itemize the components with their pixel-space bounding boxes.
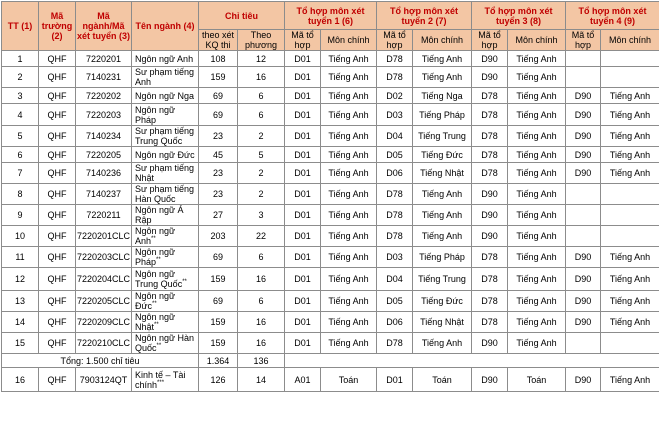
cell-to-hop-2-mon: Tiếng Nga — [413, 88, 472, 104]
cell-tt: 10 — [2, 226, 39, 247]
cell-theo-phuong: 14 — [238, 368, 285, 392]
cell-tt: 4 — [2, 104, 39, 126]
cell-to-hop-4-ma — [566, 205, 601, 226]
cell-ma-truong: QHF — [39, 88, 76, 104]
cell-to-hop-3-ma: D90 — [472, 368, 508, 392]
cell-to-hop-1-mon: Tiếng Anh — [321, 333, 377, 354]
cell-tt: 15 — [2, 333, 39, 354]
summary-label: Tổng: 1.500 chỉ tiêu — [2, 354, 199, 368]
cell-ten-nganh-text: Ngôn ngữ Pháp — [135, 104, 176, 125]
cell-ten-nganh — [132, 67, 199, 88]
cell-to-hop-4-mon: Tiếng Anh — [601, 291, 660, 312]
table-row — [2, 312, 660, 333]
header-mon-chinh-1: Môn chính — [321, 30, 377, 51]
cell-to-hop-1-mon: Tiếng Anh — [321, 226, 377, 247]
cell-theo-phuong: 16 — [238, 67, 285, 88]
cell-to-hop-1-mon: Tiếng Anh — [321, 147, 377, 163]
cell-to-hop-1-ma: D01 — [285, 291, 321, 312]
cell-to-hop-2-ma: D78 — [377, 333, 413, 354]
table-row — [2, 51, 660, 67]
cell-to-hop-3-ma: D78 — [472, 268, 508, 291]
cell-to-hop-1-mon: Tiếng Anh — [321, 247, 377, 268]
cell-ten-nganh-text: Ngôn ngữ Nhật — [135, 312, 176, 332]
header-ma-to-hop-3: Mã tổ hợp — [472, 30, 508, 51]
cell-tt: 1 — [2, 51, 39, 67]
cell-ten-nganh-text: Ngôn ngữ Hàn Quốc — [135, 333, 195, 353]
cell-to-hop-2-mon: Tiếng Trung — [413, 126, 472, 147]
cell-theo-xet: 69 — [199, 104, 238, 126]
cell-to-hop-2-mon: Tiếng Nhật — [413, 163, 472, 184]
cell-to-hop-3-mon: Tiếng Anh — [508, 268, 566, 291]
admission-table-container — [1, 1, 659, 435]
cell-ten-nganh — [132, 247, 199, 268]
cell-to-hop-4-mon: Tiếng Anh — [601, 312, 660, 333]
cell-theo-phuong: 2 — [238, 126, 285, 147]
header-ma-to-hop-1: Mã tổ hợp — [285, 30, 321, 51]
header-to-hop-1: Tổ hợp môn xét tuyển 1 (6) — [285, 2, 377, 30]
cell-to-hop-3-mon: Tiếng Anh — [508, 291, 566, 312]
cell-to-hop-1-ma: D01 — [285, 226, 321, 247]
cell-to-hop-4-ma — [566, 67, 601, 88]
cell-ten-nganh-text: Ngôn ngữ Trung Quốc — [135, 269, 183, 289]
header-theo-xet: theo xét KQ thi — [199, 30, 238, 51]
cell-to-hop-4-ma: D90 — [566, 147, 601, 163]
header-mon-chinh-3: Môn chính — [508, 30, 566, 51]
cell-to-hop-4-ma — [566, 51, 601, 67]
cell-to-hop-1-mon: Tiếng Anh — [321, 291, 377, 312]
cell-ma-truong: QHF — [39, 226, 76, 247]
cell-theo-phuong: 3 — [238, 205, 285, 226]
cell-to-hop-1-mon: Tiếng Anh — [321, 67, 377, 88]
cell-to-hop-1-ma: D01 — [285, 67, 321, 88]
cell-to-hop-3-ma: D78 — [472, 163, 508, 184]
summary-theo-phuong: 136 — [238, 354, 285, 368]
cell-ten-nganh-text: Ngôn ngữ Nga — [135, 90, 195, 101]
cell-ten-nganh-text: Sư phạm tiếng Hàn Quốc — [135, 184, 195, 204]
header-ten-nganh: Tên ngành (4) — [132, 2, 199, 51]
cell-to-hop-3-ma: D78 — [472, 312, 508, 333]
summary-empty — [285, 354, 660, 368]
cell-ma-truong: QHF — [39, 205, 76, 226]
cell-to-hop-2-mon: Tiếng Anh — [413, 333, 472, 354]
cell-tt: 14 — [2, 312, 39, 333]
cell-theo-xet: 159 — [199, 333, 238, 354]
cell-to-hop-4-mon — [601, 205, 660, 226]
cell-to-hop-1-ma: D01 — [285, 147, 321, 163]
cell-theo-phuong: 2 — [238, 163, 285, 184]
cell-to-hop-1-ma: D01 — [285, 184, 321, 205]
cell-to-hop-3-ma: D90 — [472, 226, 508, 247]
cell-theo-phuong: 5 — [238, 147, 285, 163]
cell-theo-xet: 159 — [199, 268, 238, 291]
cell-ma-truong: QHF — [39, 147, 76, 163]
cell-ten-nganh — [132, 226, 199, 247]
cell-tt: 6 — [2, 147, 39, 163]
cell-to-hop-3-mon: Tiếng Anh — [508, 247, 566, 268]
cell-to-hop-4-mon: Tiếng Anh — [601, 163, 660, 184]
cell-ten-nganh-mark: *** — [157, 379, 165, 386]
cell-ma-nganh: 7220202 — [76, 88, 132, 104]
cell-to-hop-3-ma: D90 — [472, 184, 508, 205]
cell-to-hop-3-ma: D90 — [472, 51, 508, 67]
cell-to-hop-3-ma: D78 — [472, 88, 508, 104]
cell-ten-nganh-text: Ngôn ngữ Anh — [135, 226, 176, 246]
cell-ma-truong: QHF — [39, 368, 76, 392]
cell-to-hop-3-ma: D78 — [472, 147, 508, 163]
cell-theo-xet: 23 — [199, 126, 238, 147]
cell-ten-nganh-mark: ** — [152, 301, 157, 307]
cell-to-hop-2-mon: Tiếng Anh — [413, 67, 472, 88]
cell-to-hop-1-mon: Tiếng Anh — [321, 268, 377, 291]
cell-to-hop-3-mon: Tiếng Anh — [508, 88, 566, 104]
cell-to-hop-1-ma: D01 — [285, 268, 321, 291]
cell-ten-nganh-mark: ** — [182, 279, 187, 285]
cell-to-hop-1-mon: Toán — [321, 368, 377, 392]
cell-to-hop-3-mon: Tiếng Anh — [508, 184, 566, 205]
cell-tt: 8 — [2, 184, 39, 205]
cell-tt: 11 — [2, 247, 39, 268]
cell-ma-nganh: 7220205 — [76, 147, 132, 163]
cell-to-hop-2-ma: D01 — [377, 368, 413, 392]
cell-to-hop-3-mon: Tiếng Anh — [508, 51, 566, 67]
cell-theo-xet: 69 — [199, 88, 238, 104]
table-row — [2, 184, 660, 205]
cell-to-hop-2-ma: D78 — [377, 67, 413, 88]
cell-to-hop-3-ma: D78 — [472, 104, 508, 126]
admission-quota-table — [1, 1, 659, 392]
cell-to-hop-1-mon: Tiếng Anh — [321, 104, 377, 126]
cell-to-hop-2-ma: D03 — [377, 247, 413, 268]
cell-ma-truong: QHF — [39, 312, 76, 333]
cell-to-hop-2-ma: D02 — [377, 88, 413, 104]
cell-to-hop-4-ma: D90 — [566, 88, 601, 104]
cell-ma-truong: QHF — [39, 126, 76, 147]
cell-ma-nganh: 7220203CLC — [76, 247, 132, 268]
cell-ma-nganh: 7903124QT — [76, 368, 132, 392]
cell-to-hop-1-ma: D01 — [285, 163, 321, 184]
header-ma-to-hop-4: Mã tổ hợp — [566, 30, 601, 51]
cell-to-hop-1-mon: Tiếng Anh — [321, 163, 377, 184]
cell-to-hop-1-mon: Tiếng Anh — [321, 312, 377, 333]
cell-theo-phuong: 16 — [238, 268, 285, 291]
cell-ten-nganh-mark: ** — [151, 236, 156, 242]
cell-ten-nganh-text: Sư phạm tiếng Nhật — [135, 163, 195, 183]
cell-to-hop-4-mon: Tiếng Anh — [601, 268, 660, 291]
cell-tt: 13 — [2, 291, 39, 312]
cell-to-hop-3-mon: Tiếng Anh — [508, 163, 566, 184]
cell-to-hop-2-ma: D78 — [377, 184, 413, 205]
table-row — [2, 147, 660, 163]
cell-to-hop-1-ma: D01 — [285, 104, 321, 126]
cell-to-hop-4-ma: D90 — [566, 268, 601, 291]
cell-to-hop-1-ma: D01 — [285, 51, 321, 67]
cell-ma-nganh: 7220209CLC — [76, 312, 132, 333]
cell-to-hop-2-mon: Tiếng Anh — [413, 51, 472, 67]
table-row — [2, 247, 660, 268]
cell-to-hop-4-ma: D90 — [566, 126, 601, 147]
cell-ma-nganh: 7220211 — [76, 205, 132, 226]
cell-to-hop-1-ma: D01 — [285, 88, 321, 104]
cell-ten-nganh — [132, 88, 199, 104]
header-ma-nganh: Mã ngành/Mã xét tuyển (3) — [76, 2, 132, 51]
cell-to-hop-1-ma: D01 — [285, 247, 321, 268]
cell-to-hop-1-mon: Tiếng Anh — [321, 184, 377, 205]
cell-to-hop-2-ma: D05 — [377, 291, 413, 312]
cell-to-hop-2-mon: Tiếng Nhật — [413, 312, 472, 333]
cell-ma-nganh: 7220204CLC — [76, 268, 132, 291]
cell-ma-truong: QHF — [39, 333, 76, 354]
cell-to-hop-2-mon: Tiếng Đức — [413, 291, 472, 312]
cell-ten-nganh — [132, 51, 199, 67]
table-row — [2, 163, 660, 184]
cell-ma-truong: QHF — [39, 104, 76, 126]
cell-to-hop-2-mon: Tiếng Pháp — [413, 104, 472, 126]
cell-ten-nganh-text: Ngôn ngữ Đức — [135, 291, 176, 311]
cell-to-hop-2-mon: Toán — [413, 368, 472, 392]
cell-ma-truong: QHF — [39, 163, 76, 184]
cell-ten-nganh — [132, 163, 199, 184]
cell-to-hop-3-ma: D90 — [472, 67, 508, 88]
cell-to-hop-4-ma — [566, 333, 601, 354]
cell-to-hop-4-ma — [566, 226, 601, 247]
cell-to-hop-4-mon: Tiếng Anh — [601, 247, 660, 268]
cell-theo-xet: 23 — [199, 184, 238, 205]
cell-to-hop-1-ma: D01 — [285, 312, 321, 333]
cell-to-hop-1-ma: D01 — [285, 126, 321, 147]
header-to-hop-2: Tổ hợp môn xét tuyển 2 (7) — [377, 2, 472, 30]
cell-to-hop-4-mon: Tiếng Anh — [601, 88, 660, 104]
cell-ma-nganh: 7140234 — [76, 126, 132, 147]
cell-ma-truong: QHF — [39, 184, 76, 205]
cell-to-hop-4-mon — [601, 226, 660, 247]
cell-ten-nganh — [132, 205, 199, 226]
cell-ten-nganh-text: Ngôn ngữ Pháp — [135, 247, 176, 267]
cell-ma-nganh: 7220205CLC — [76, 291, 132, 312]
cell-to-hop-2-mon: Tiếng Đức — [413, 147, 472, 163]
cell-tt: 9 — [2, 205, 39, 226]
cell-theo-xet: 159 — [199, 312, 238, 333]
cell-ma-truong: QHF — [39, 268, 76, 291]
cell-to-hop-2-mon: Tiếng Trung — [413, 268, 472, 291]
table-row — [2, 88, 660, 104]
cell-theo-xet: 126 — [199, 368, 238, 392]
table-row — [2, 291, 660, 312]
table-row — [2, 368, 660, 392]
cell-theo-phuong: 16 — [238, 312, 285, 333]
cell-to-hop-3-mon: Tiếng Anh — [508, 147, 566, 163]
cell-ten-nganh — [132, 333, 199, 354]
cell-to-hop-2-ma: D06 — [377, 312, 413, 333]
cell-to-hop-3-mon: Tiếng Anh — [508, 205, 566, 226]
cell-theo-xet: 45 — [199, 147, 238, 163]
table-body — [2, 51, 660, 392]
cell-to-hop-1-ma: D01 — [285, 333, 321, 354]
cell-to-hop-2-mon: Tiếng Anh — [413, 205, 472, 226]
cell-to-hop-3-mon: Tiếng Anh — [508, 67, 566, 88]
header-ma-truong: Mã trường (2) — [39, 2, 76, 51]
cell-to-hop-3-mon: Tiếng Anh — [508, 226, 566, 247]
header-mon-chinh-4: Môn chính — [601, 30, 660, 51]
cell-to-hop-4-ma: D90 — [566, 291, 601, 312]
cell-to-hop-2-ma: D06 — [377, 163, 413, 184]
cell-to-hop-1-mon: Tiếng Anh — [321, 126, 377, 147]
cell-ten-nganh-text: Sư phạm tiếng Trung Quốc — [135, 126, 195, 146]
cell-ten-nganh-text: Ngôn ngữ Đức — [135, 149, 195, 160]
cell-ten-nganh — [132, 147, 199, 163]
cell-to-hop-4-ma: D90 — [566, 247, 601, 268]
cell-to-hop-4-ma: D90 — [566, 312, 601, 333]
cell-to-hop-3-ma: D90 — [472, 333, 508, 354]
table-row — [2, 205, 660, 226]
cell-theo-xet: 69 — [199, 247, 238, 268]
table-row — [2, 67, 660, 88]
cell-theo-phuong: 12 — [238, 51, 285, 67]
cell-to-hop-3-ma: D78 — [472, 126, 508, 147]
cell-tt: 3 — [2, 88, 39, 104]
cell-to-hop-2-mon: Tiếng Anh — [413, 226, 472, 247]
cell-to-hop-4-ma: D90 — [566, 368, 601, 392]
cell-to-hop-4-ma: D90 — [566, 163, 601, 184]
cell-theo-phuong: 22 — [238, 226, 285, 247]
table-row — [2, 126, 660, 147]
cell-to-hop-4-mon — [601, 51, 660, 67]
cell-ma-nganh: 7220210CLC — [76, 333, 132, 354]
cell-tt: 12 — [2, 268, 39, 291]
cell-ten-nganh-text: Ngôn ngữ Ả Rập — [135, 205, 184, 225]
cell-to-hop-3-mon: Tiếng Anh — [508, 104, 566, 126]
cell-ten-nganh-mark: ** — [154, 322, 159, 328]
cell-ten-nganh — [132, 312, 199, 333]
cell-tt: 7 — [2, 163, 39, 184]
header-to-hop-4: Tổ hợp môn xét tuyển 4 (9) — [566, 2, 660, 30]
cell-tt: 5 — [2, 126, 39, 147]
cell-to-hop-1-mon: Tiếng Anh — [321, 51, 377, 67]
cell-theo-phuong: 6 — [238, 104, 285, 126]
cell-to-hop-4-mon: Tiếng Anh — [601, 126, 660, 147]
header-tt: TT (1) — [2, 2, 39, 51]
cell-to-hop-3-ma: D78 — [472, 247, 508, 268]
cell-ten-nganh — [132, 291, 199, 312]
cell-to-hop-3-mon: Tiếng Anh — [508, 126, 566, 147]
cell-to-hop-3-mon: Tiếng Anh — [508, 333, 566, 354]
cell-ma-nganh: 7220201 — [76, 51, 132, 67]
cell-to-hop-2-mon: Tiếng Anh — [413, 184, 472, 205]
cell-to-hop-4-ma — [566, 184, 601, 205]
cell-ma-truong: QHF — [39, 291, 76, 312]
table-row — [2, 226, 660, 247]
cell-ten-nganh-text: Kinh tế – Tài chính — [135, 369, 186, 390]
cell-ma-nganh: 7140231 — [76, 67, 132, 88]
cell-theo-phuong: 2 — [238, 184, 285, 205]
cell-to-hop-3-ma: D90 — [472, 205, 508, 226]
cell-theo-phuong: 16 — [238, 333, 285, 354]
cell-to-hop-4-mon — [601, 333, 660, 354]
cell-theo-phuong: 6 — [238, 291, 285, 312]
cell-ma-truong: QHF — [39, 51, 76, 67]
cell-to-hop-1-ma: D01 — [285, 205, 321, 226]
cell-ma-nganh: 7140236 — [76, 163, 132, 184]
cell-to-hop-1-ma: A01 — [285, 368, 321, 392]
cell-to-hop-2-ma: D78 — [377, 205, 413, 226]
cell-theo-xet: 69 — [199, 291, 238, 312]
cell-to-hop-4-ma: D90 — [566, 104, 601, 126]
cell-to-hop-4-mon: Tiếng Anh — [601, 147, 660, 163]
cell-to-hop-2-ma: D04 — [377, 268, 413, 291]
cell-ten-nganh-text: Sư phạm tiếng Anh — [135, 67, 195, 87]
cell-ten-nganh — [132, 368, 199, 392]
cell-ma-truong: QHF — [39, 67, 76, 88]
cell-to-hop-2-ma: D03 — [377, 104, 413, 126]
header-theo-phuong: Theo phương — [238, 30, 285, 51]
cell-theo-xet: 159 — [199, 67, 238, 88]
summary-theo-xet: 1.364 — [199, 354, 238, 368]
cell-theo-phuong: 6 — [238, 247, 285, 268]
cell-to-hop-2-ma: D05 — [377, 147, 413, 163]
cell-to-hop-3-mon: Tiếng Anh — [508, 312, 566, 333]
cell-ten-nganh — [132, 104, 199, 126]
table-row — [2, 268, 660, 291]
cell-ma-nganh: 7140237 — [76, 184, 132, 205]
cell-ten-nganh — [132, 126, 199, 147]
cell-ten-nganh-text: Ngôn ngữ Anh — [135, 53, 194, 64]
header-mon-chinh-2: Môn chính — [413, 30, 472, 51]
cell-ten-nganh — [132, 268, 199, 291]
cell-to-hop-3-mon: Toán — [508, 368, 566, 392]
cell-to-hop-2-ma: D78 — [377, 226, 413, 247]
cell-tt: 16 — [2, 368, 39, 392]
cell-theo-xet: 23 — [199, 163, 238, 184]
table-row — [2, 104, 660, 126]
cell-theo-xet: 27 — [199, 205, 238, 226]
cell-theo-xet: 108 — [199, 51, 238, 67]
cell-tt: 2 — [2, 67, 39, 88]
cell-theo-xet: 203 — [199, 226, 238, 247]
cell-to-hop-4-mon: Tiếng Anh — [601, 104, 660, 126]
cell-to-hop-3-ma: D78 — [472, 291, 508, 312]
header-ma-to-hop-2: Mã tổ hợp — [377, 30, 413, 51]
header-chi-tieu: Chỉ tiêu — [199, 2, 285, 30]
cell-ma-nganh: 7220203 — [76, 104, 132, 126]
cell-to-hop-2-mon: Tiếng Pháp — [413, 247, 472, 268]
header-to-hop-3: Tổ hợp môn xét tuyển 3 (8) — [472, 2, 566, 30]
cell-to-hop-4-mon — [601, 184, 660, 205]
cell-to-hop-4-mon — [601, 67, 660, 88]
cell-theo-phuong: 6 — [238, 88, 285, 104]
cell-to-hop-4-mon: Tiếng Anh — [601, 368, 660, 392]
cell-to-hop-1-mon: Tiếng Anh — [321, 205, 377, 226]
cell-to-hop-1-mon: Tiếng Anh — [321, 88, 377, 104]
summary-row — [2, 354, 660, 368]
cell-ten-nganh-mark: ** — [156, 257, 161, 263]
cell-ma-nganh: 7220201CLC — [76, 226, 132, 247]
cell-ten-nganh — [132, 184, 199, 205]
cell-to-hop-2-ma: D04 — [377, 126, 413, 147]
table-row — [2, 333, 660, 354]
cell-ma-truong: QHF — [39, 247, 76, 268]
cell-ten-nganh-mark: ** — [156, 343, 162, 349]
cell-to-hop-2-ma: D78 — [377, 51, 413, 67]
